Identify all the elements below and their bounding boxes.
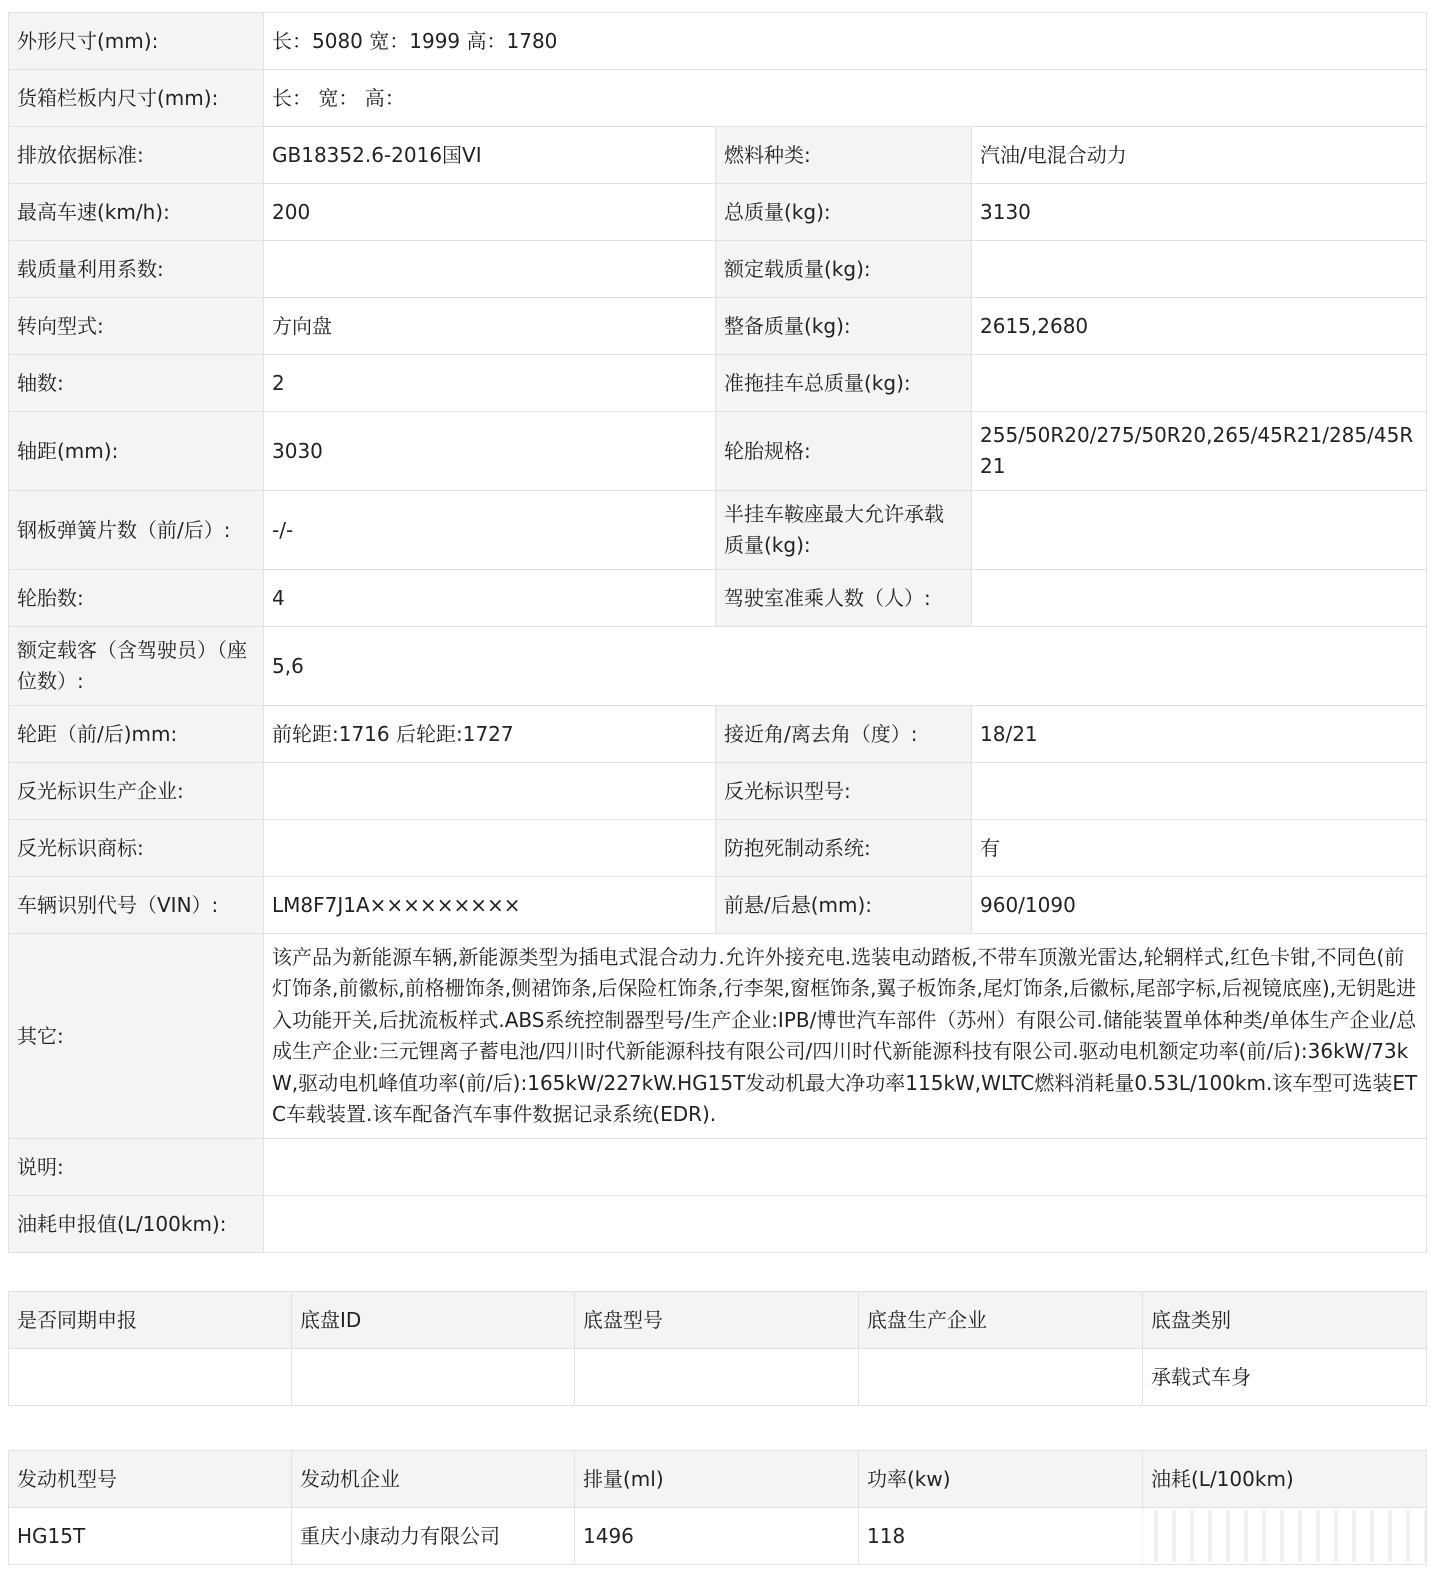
watermark-overlay <box>1140 1510 1426 1562</box>
fuel-type-label: 燃料种类: <box>716 127 972 184</box>
total-mass-value: 3130 <box>972 184 1427 241</box>
fuel-consumption-value <box>264 1196 1427 1253</box>
chassis-header-cell: 是否同期申报 <box>9 1292 292 1349</box>
engine-cell: 重庆小康动力有限公司 <box>292 1508 575 1565</box>
fuel-consumption-label: 油耗申报值(L/100km): <box>9 1196 264 1253</box>
row-steering-curb <box>9 298 1427 355</box>
cargo-box-label: 货箱栏板内尺寸(mm): <box>9 70 264 127</box>
tire-count-label: 轮胎数: <box>9 570 264 627</box>
row-rated-passengers <box>9 627 1427 706</box>
reflector-brand-value <box>264 820 716 877</box>
rated-load-label: 额定载质量(kg): <box>716 241 972 298</box>
reflector-model-label: 反光标识型号: <box>716 763 972 820</box>
curb-mass-value: 2615,2680 <box>972 298 1427 355</box>
row-cargo-box <box>9 70 1427 127</box>
dimensions-label: 外形尺寸(mm): <box>9 13 264 70</box>
rated-passengers-label: 额定载客（含驾驶员）（座位数）: <box>9 627 264 706</box>
tire-spec-value: 255/50R20/275/50R20,265/45R21/285/45R21 <box>972 412 1427 491</box>
wheelbase-label: 轴距(mm): <box>9 412 264 491</box>
abs-value: 有 <box>972 820 1427 877</box>
note-value <box>264 1139 1427 1196</box>
chassis-header-cell: 底盘ID <box>292 1292 575 1349</box>
engine-cell: HG15T <box>9 1508 292 1565</box>
steering-label: 转向型式: <box>9 298 264 355</box>
reflector-brand-label: 反光标识商标: <box>9 820 264 877</box>
overhang-value: 960/1090 <box>972 877 1427 934</box>
overhang-label: 前悬/后悬(mm): <box>716 877 972 934</box>
dimensions-value: 长：5080 宽：1999 高：1780 <box>264 13 1427 70</box>
max-speed-label: 最高车速(km/h): <box>9 184 264 241</box>
chassis-header-cell: 底盘类别 <box>1143 1292 1427 1349</box>
fuel-type-value: 汽油/电混合动力 <box>972 127 1427 184</box>
row-spring-saddle <box>9 491 1427 570</box>
chassis-cell: 承载式车身 <box>1143 1349 1427 1406</box>
engine-cell: 118 <box>859 1508 1143 1565</box>
row-reflector-maker-model <box>9 763 1427 820</box>
tire-count-value: 4 <box>264 570 716 627</box>
row-vin-overhang <box>9 877 1427 934</box>
trailer-mass-value <box>972 355 1427 412</box>
cargo-box-value: 长： 宽： 高： <box>264 70 1427 127</box>
note-label: 说明: <box>9 1139 264 1196</box>
row-track-angles <box>9 706 1427 763</box>
saddle-load-value <box>972 491 1427 570</box>
max-speed-value: 200 <box>264 184 716 241</box>
engine-header-cell: 功率(kw) <box>859 1451 1143 1508</box>
angles-label: 接近角/离去角（度）: <box>716 706 972 763</box>
emission-std-label: 排放依据标准: <box>9 127 264 184</box>
chassis-table <box>8 1291 1427 1406</box>
row-dimensions <box>9 13 1427 70</box>
engine-cell: 1496 <box>575 1508 859 1565</box>
curb-mass-label: 整备质量(kg): <box>716 298 972 355</box>
emission-std-value: GB18352.6-2016国VI <box>264 127 716 184</box>
track-value: 前轮距:1716 后轮距:1727 <box>264 706 716 763</box>
tire-spec-label: 轮胎规格: <box>716 412 972 491</box>
saddle-load-label: 半挂车鞍座最大允许承载质量(kg): <box>716 491 972 570</box>
cab-passengers-value <box>972 570 1427 627</box>
axles-value: 2 <box>264 355 716 412</box>
chassis-header-cell: 底盘型号 <box>575 1292 859 1349</box>
load-coeff-value <box>264 241 716 298</box>
vin-value: LM8F7J1A××××××××× <box>264 877 716 934</box>
other-value: 该产品为新能源车辆,新能源类型为插电式混合动力.允许外接充电.选装电动踏板,不带车顶激光雷达,轮辋样式,红色卡钳,不同色(前灯饰条,前徽标,前格栅饰条,侧裙饰条,后保险杠饰条,行李架,窗框饰条,翼子板饰条,尾灯饰条,后徽标,尾部字标,后视镜底座),无钥匙进入功能开关,后扰流板样式.ABS系统控制器型号/生产企业:IPB/博世汽车部件（苏州）有限公司.储能装置单体种类/单体生产企业/总成生产企业:三元锂离子蓄电池/四川时代新能源科技有限公司/四川时代新能源科技有限公司.驱动电机额定功率(前/后):36kW/73kW,驱动电机峰值功率(前/后):165kW/227kW.HG15T发动机最大净功率115kW,WLTC燃料消耗量0.53L/100km.该车型可选装ETC车载装置.该车配备汽车事件数据记录系统(EDR). <box>264 934 1427 1139</box>
chassis-cell <box>292 1349 575 1406</box>
abs-label: 防抱死制动系统: <box>716 820 972 877</box>
row-reflector-brand-abs <box>9 820 1427 877</box>
load-coeff-label: 载质量利用系数: <box>9 241 264 298</box>
row-wheelbase-tire <box>9 412 1427 491</box>
steering-value: 方向盘 <box>264 298 716 355</box>
total-mass-label: 总质量(kg): <box>716 184 972 241</box>
chassis-cell <box>575 1349 859 1406</box>
engine-header-cell: 发动机型号 <box>9 1451 292 1508</box>
engine-header-cell: 油耗(L/100km) <box>1143 1451 1427 1508</box>
reflector-maker-value <box>264 763 716 820</box>
spec-table <box>8 12 1427 1253</box>
trailer-mass-label: 准拖挂车总质量(kg): <box>716 355 972 412</box>
vin-label: 车辆识别代号（VIN）: <box>9 877 264 934</box>
reflector-model-value <box>972 763 1427 820</box>
row-axles-trailer <box>9 355 1427 412</box>
chassis-cell <box>859 1349 1143 1406</box>
row-tires-cab <box>9 570 1427 627</box>
row-other <box>9 934 1427 1139</box>
row-note <box>9 1139 1427 1196</box>
axles-label: 轴数: <box>9 355 264 412</box>
engine-header-row <box>9 1451 1427 1508</box>
rated-passengers-value: 5,6 <box>264 627 1427 706</box>
cab-passengers-label: 驾驶室准乘人数（人）: <box>716 570 972 627</box>
chassis-data-row <box>9 1349 1427 1406</box>
row-emission-fuel <box>9 127 1427 184</box>
rated-load-value <box>972 241 1427 298</box>
engine-header-cell: 发动机企业 <box>292 1451 575 1508</box>
track-label: 轮距（前/后)mm: <box>9 706 264 763</box>
other-label: 其它: <box>9 934 264 1139</box>
leaf-spring-label: 钢板弹簧片数（前/后）: <box>9 491 264 570</box>
engine-header-cell: 排量(ml) <box>575 1451 859 1508</box>
row-speed-mass <box>9 184 1427 241</box>
chassis-header-cell: 底盘生产企业 <box>859 1292 1143 1349</box>
row-fuel-consumption <box>9 1196 1427 1253</box>
chassis-cell <box>9 1349 292 1406</box>
chassis-header-row <box>9 1292 1427 1349</box>
row-load <box>9 241 1427 298</box>
wheelbase-value: 3030 <box>264 412 716 491</box>
angles-value: 18/21 <box>972 706 1427 763</box>
leaf-spring-value: -/- <box>264 491 716 570</box>
reflector-maker-label: 反光标识生产企业: <box>9 763 264 820</box>
